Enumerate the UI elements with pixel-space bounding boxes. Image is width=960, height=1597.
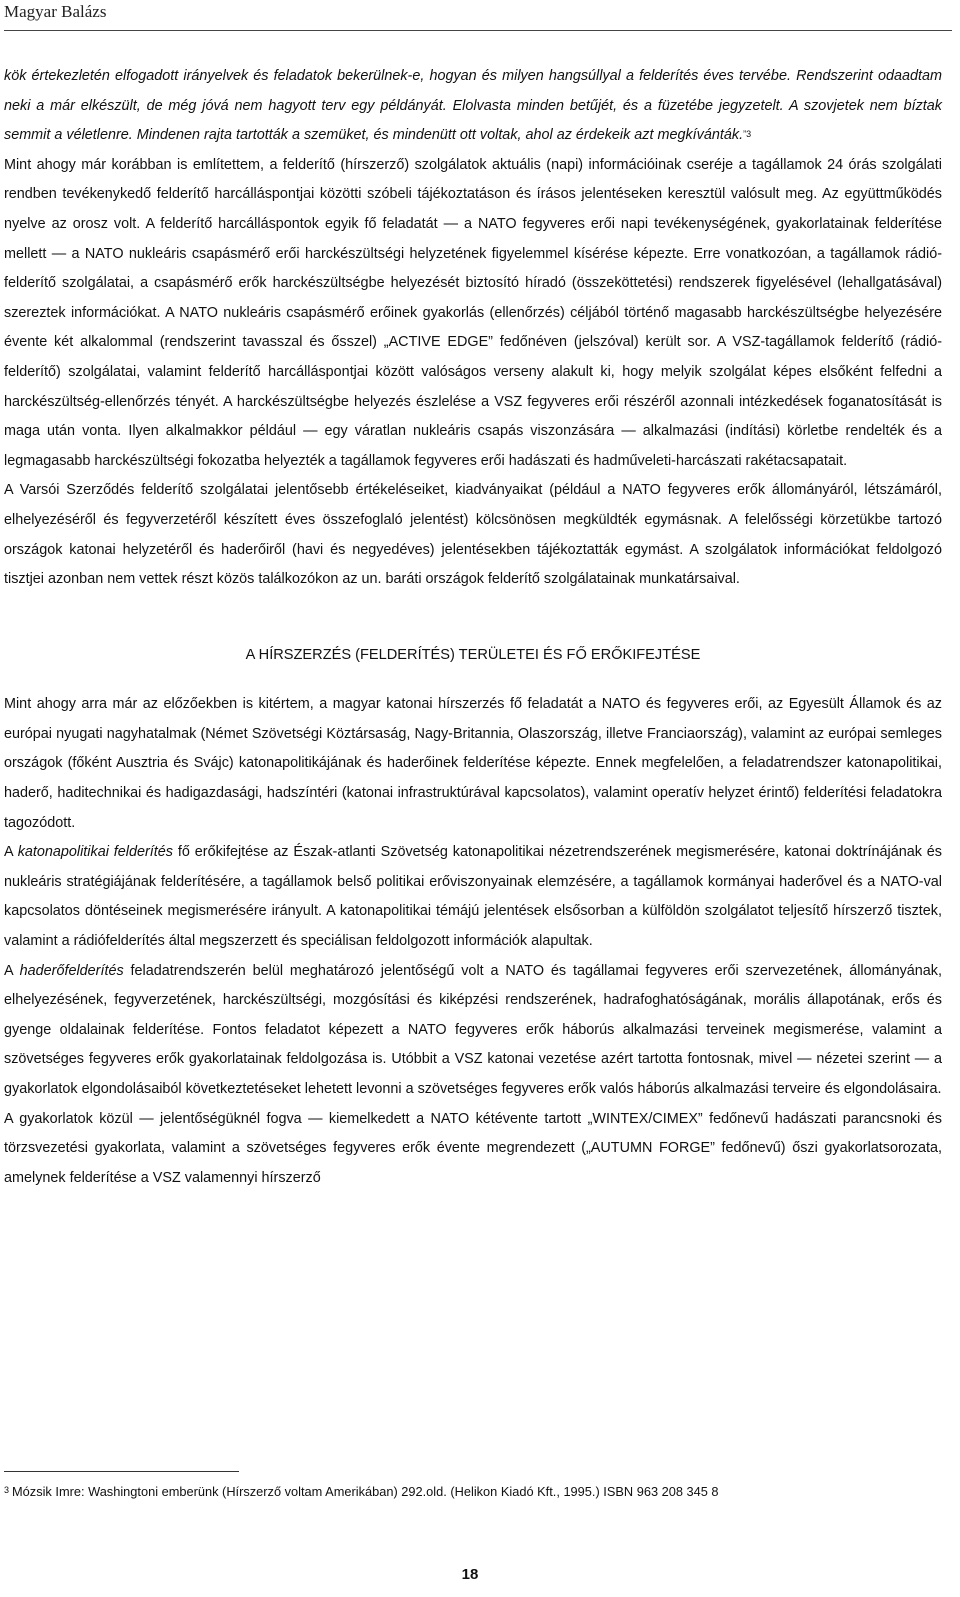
running-header-author: Magyar Balázs (4, 2, 107, 21)
paragraph-warsaw-pact: A Varsói Szerződés felderítő szolgálatai jelentősebb értékeléseiket, kiadványaikat (például a NATO fegyveres erők állományáról, létszámáról, elhelyezéséről és fegyverzetéről készített éves összefoglaló jelentést) kölcsönösen megküldték egymásnak. A felelősségi körzetükbe tartozó országok katonai helyzetéről és haderőiről (havi és negyedéves) jelentésekben tájékoztatták egymást. A szolgálatok információkat feldolgozó tisztjei azonban nem vettek részt közös találkozókon az un. baráti országok felderítő szolgálatainak munkatársaival. (4, 482, 942, 588)
paragraph-exercises: A gyakorlatok közül — jelentőségüknél fogva — kiemelkedett a NATO kétévente tartott „WINTEX/CIMEX” fedőnevű hadászati parancsnoki és törzsvezetési gyakorlata, valamint a szövetséges fegyveres erők évente megrendezett („AUTUMN FORGE” fedőnevű) őszi gyakorlatsorozata, amelynek felderítése a VSZ valamennyi hírszerző (4, 1110, 942, 1186)
page-body (4, 62, 942, 1193)
footnote-text: Mózsik Imre: Washingtoni emberünk (Hírszerző voltam Amerikában) 292.old. (Helikon Kiadó Kft., 1995.) ISBN 963 208 345 8 (12, 1484, 719, 1499)
paragraph-quote (4, 62, 942, 151)
section-heading: A HÍRSZERZÉS (FELDERÍTÉS) TERÜLETEI ÉS FŐ ERŐKIFEJTÉSE (245, 646, 701, 663)
footnote-number: 3 (4, 1485, 10, 1495)
text-run: A (4, 962, 20, 979)
text-run: fő erőkifejtése az Észak-atlanti Szövetség katonapolitikai nézetrendszerének megismerésére, katonai doktrínájának és nukleáris stratégiájának felderítésére, a tagállamok belső politikai erőviszonyainak elemzésére, a tagállamok kormányai haderővel és a NATO-val kapcsolatos döntéseinek megismerésére irányult. A katonapolitikai témájú jelentések elsősorban a külföldön szolgálatot teljesítő hírszerző tisztek, valamint a rádiófelderítés által megszerzett és speciálisan feldolgozott információk alapultak. (4, 844, 942, 950)
paragraph-force-intel (4, 957, 942, 1105)
quote-text: kök értekezletén elfogadott irányelvek és feladatok bekerülnek-e, hogyan és milyen hangsúllyal a felderítés éves tervébe. Rendszerint odaadtam neki a már elkészült, de még jóvá nem hagyott terv egy példányát. Elolvasta minden betűjét, és a füzetébe jegyzetelt. A szovjetek nem bíztak semmit a véletlenre. Mindenen rajta tartották a szemüket, és mindenütt ott voltak, ahol az érdekeik azt megkívánták. (4, 68, 942, 144)
text-run: feladatrendszerén belül meghatározó jelentőségű volt a NATO és tagállamai fegyveres erői szervezetének, állományának, elhelyezésének, fegyverzetének, harckészültségi, mozgósítási és kiképzési rendszerének, hadrafoghatóságának, morális állapotának, erős és gyenge oldalainak felderítése. Fontos feladatot képezett a NATO fegyveres erők háborús alkalmazási terveinek megismerése, valamint a szövetséges fegyveres erők gyakorlatainak feldolgozása is. Utóbbit a VSZ katonai vezetése azért tartotta fontosnak, mivel — nézetei szerint — a gyakorlatok elgondolásaiból következtetéseket lehetett levonni a szövetséges fegyveres erők valós háborús alkalmazási terveire és elgondolásaira. (4, 962, 942, 1097)
footnote (4, 1484, 944, 1500)
text-run: A (4, 844, 18, 861)
term-political-intel: katonapolitikai felderítés (17, 844, 173, 861)
footnote-divider (4, 1471, 239, 1472)
page-number: 18 (461, 1566, 479, 1583)
footnote-reference: ”3 (743, 129, 752, 140)
paragraph-intelligence-tasks: Mint ahogy arra már az előzőekben is kitértem, a magyar katonai hírszerzés fő feladatát a NATO és fegyveres erői, az Egyesült Államok és az európai nyugati nagyhatalmak (Német Szövetségi Köztársaság, Nagy-Britannia, Olaszország, illetve Franciaország), valamint az európai semleges országok (főként Ausztria és Svájc) katonapolitikájának és haderőinek felderítése képezte. Ennek megfelelően, a feladatrendszer katonapolitikai, haderő, haditechnikai és hadigazdasági, hadszíntéri (katonai infrastruktúrával kapcsolatos), valamint operatív helyzet érintő) felderítési feladatokra tagozódott. (4, 696, 942, 831)
paragraph-political-intel (4, 838, 942, 956)
term-force-intel: haderőfelderítés (19, 962, 124, 979)
paragraph-exchange: Mint ahogy már korábban is említettem, a felderítő (hírszerző) szolgálatok aktuális (napi) információinak cseréje a tagállamok 24 órás szolgálati rendben tevékenykedő felderítő harcálláspontjai közötti szóbeli tájékoztatáson és írásos jelentéseken keresztül valósult meg. Az együttműködés nyelve az orosz volt. A felderítő harcálláspontok egyik fő feladatát — a NATO fegyveres erői napi tevékenységének, gyakorlatainak felderítése mellett — a NATO nukleáris csapásmérő erői harckészültségi helyzetének figyelemmel kísérése képezte. Erre vonatkozóan, a tagállamok rádió-felderítő szolgálatai, a csapásmérő erők harckészültségbe helyezését biztosító híradó (összeköttetési) rendszerek figyelésével (lehallgatásával) szereztek információkat. A NATO nukleáris csapásmérő erőinek gyakorlás (ellenőrzés) céljából történő magasabb harckészültségbe helyezésére évente két alkalommal (rendszerint tavasszal és ősszel) „ACTIVE EDGE” fedőnéven (jelszóval) került sor. A VSZ-tagállamok felderítő (rádió-felderítő) szolgálatai, valamint felderítő harcálláspontjai között valóságos verseny alakult ki, hogy melyik szolgálat képes elsőként felfedni a harckészültség-ellenőrzés tényét. A harckészültségbe helyezés észlelése a VSZ fegyveres erői részéről azonnali intézkedések foganatosítását is maga után vonta. Ilyen alkalmakkor például — egy váratlan nukleáris csapás viszonzására — alkalmazási (indítási) körletbe rendelték és a legmagasabb harckészültségi fokozatba helyezték a tagállamok fegyveres erői hadászati és hadműveleti-harcászati rakétacsapatait. (4, 156, 942, 469)
header-divider (4, 30, 952, 31)
